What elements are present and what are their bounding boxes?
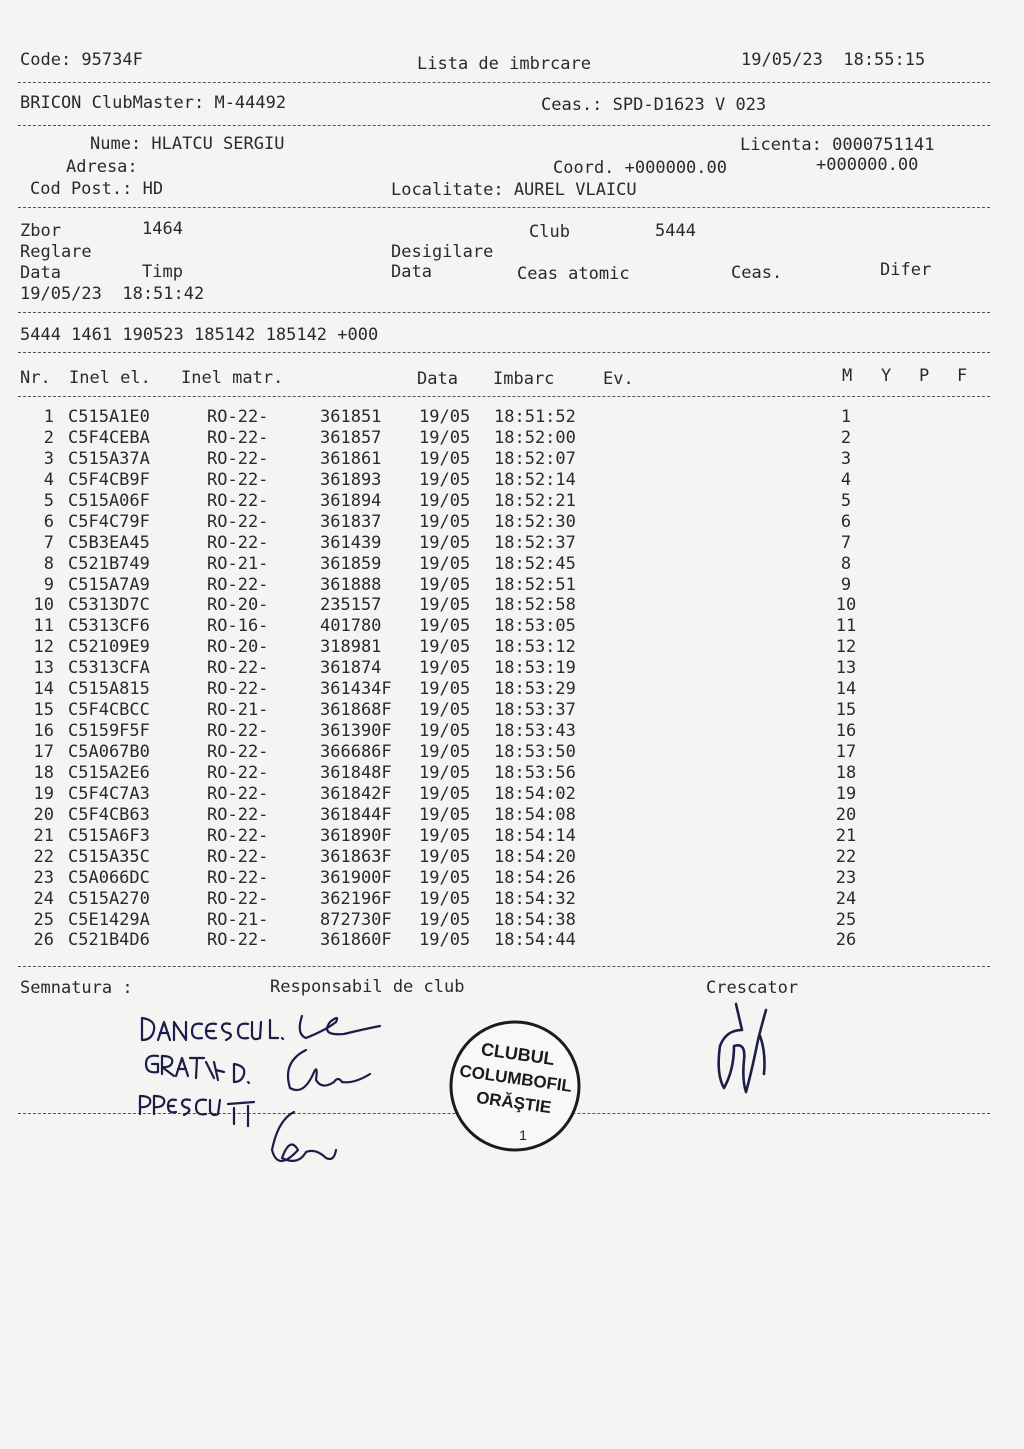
col-m: M [842,366,853,386]
divider [18,207,990,208]
basket-m: 18 [835,762,857,783]
table-row [0,428,1024,449]
basket-m: 11 [835,616,857,637]
basket-m: 25 [835,909,857,930]
electronic-ring: C5F4C79F [68,511,150,532]
embark-date: 19/05 [419,407,471,427]
embark-time: 18:51:52 [494,407,576,427]
embark-time: 18:53:37 [494,700,576,721]
ring-prefix: RO-22- [207,469,269,490]
table-row [0,868,1024,889]
basket-m: 6 [840,511,852,532]
registration-ring: 361863F [320,846,392,867]
col-embark: Imbarc [493,369,555,389]
basket-m: 22 [835,846,857,867]
table-row [0,784,1024,805]
atomic-clock-label: Ceas atomic [517,264,630,284]
stamp-line-1: CLUBUL [479,1039,556,1070]
ring-prefix: RO-22- [207,930,269,951]
document-title: Lista de imbrcare [417,54,591,74]
embark-date: 19/05 [419,616,471,637]
embark-time: 18:54:44 [494,930,576,951]
ring-prefix: RO-22- [207,888,269,909]
electronic-ring: C515A06F [68,490,150,511]
row-number: 9 [43,574,54,595]
table-row [0,595,1024,616]
ring-prefix: RO-22- [207,762,269,783]
row-number: 16 [33,721,54,742]
embark-date: 19/05 [419,930,471,951]
electronic-ring: C5F4CEBA [68,427,150,448]
coordinates-value: +000000.00 [816,155,919,175]
embark-date: 19/05 [419,721,471,742]
electronic-ring: C515A1E0 [68,407,150,427]
row-number: 18 [33,762,54,783]
table-row [0,826,1024,847]
registration-ring: 361837 [320,511,382,532]
ring-prefix: RO-22- [207,511,269,532]
ring-prefix: RO-21- [207,700,269,721]
registration-ring: 361434F [320,679,392,700]
col-registration-ring: Inel matr. [181,368,284,388]
owner-name: Nume: HLATCU SERGIU [90,134,285,154]
basket-m: 21 [835,825,857,846]
registration-ring: 361844F [320,804,392,825]
registration-ring: 361893 [320,469,382,490]
embark-date: 19/05 [419,658,471,679]
registration-ring: 361851 [320,407,382,427]
print-datetime: 19/05/23 18:55:15 [741,50,926,70]
registration-ring: 235157 [320,595,382,616]
electronic-ring: C515A2E6 [68,762,150,783]
registration-ring: 361842F [320,783,392,804]
table-row [0,512,1024,533]
table-row [0,470,1024,491]
breeder-signature [706,1000,786,1100]
table-row [0,930,1024,951]
ring-prefix: RO-22- [207,846,269,867]
row-number: 10 [33,595,54,616]
registration-ring: 401780 [320,616,382,637]
embark-date: 19/05 [419,637,471,658]
embark-time: 18:53:50 [494,742,576,762]
row-number: 24 [33,888,54,909]
breeder-label: Crescator [706,978,799,998]
embark-time: 18:53:19 [494,658,576,679]
ring-prefix: RO-20- [207,595,269,616]
flight-label: Zbor [20,221,61,241]
registration-ring: 361894 [320,490,382,511]
row-number: 25 [33,909,54,930]
embark-date: 19/05 [419,574,471,595]
electronic-ring: C521B4D6 [68,930,150,951]
basket-m: 10 [835,595,857,616]
basket-m: 4 [840,469,852,490]
registration-ring: 361874 [320,658,382,679]
electronic-ring: C5E1429A [68,909,150,930]
ring-prefix: RO-21- [207,909,269,930]
row-number: 2 [43,427,54,448]
flight-summary-line: 5444 1461 190523 185142 185142 +000 [20,325,379,345]
ring-prefix: RO-22- [207,742,269,762]
row-number: 19 [33,783,54,804]
setting-datetime: 19/05/23 18:51:42 [20,284,205,304]
embark-time: 18:53:56 [494,762,576,783]
table-row [0,637,1024,658]
table-row [0,575,1024,596]
ring-prefix: RO-16- [207,616,269,637]
embark-time: 18:54:38 [494,909,576,930]
row-number: 11 [33,616,54,637]
embark-time: 18:52:14 [494,469,576,490]
embark-date: 19/05 [419,804,471,825]
electronic-ring: C5159F5F [68,721,150,742]
embark-time: 18:52:21 [494,490,576,511]
embark-date: 19/05 [419,448,471,469]
ring-prefix: RO-22- [207,804,269,825]
table-row [0,658,1024,679]
embark-date: 19/05 [419,825,471,846]
clock-label: Ceas. [731,263,783,283]
locality: Localitate: AUREL VLAICU [391,180,637,200]
embark-time: 18:52:00 [494,427,576,448]
ring-prefix: RO-22- [207,783,269,804]
ring-prefix: RO-22- [207,679,269,700]
table-row [0,554,1024,575]
basket-m: 12 [835,637,857,658]
row-number: 6 [43,511,54,532]
table-row [0,407,1024,428]
embark-time: 18:54:32 [494,888,576,909]
row-number: 12 [33,637,54,658]
stamp-line-2: COLUMBOFIL [458,1061,574,1096]
registration-ring: 361439 [320,532,382,553]
basket-m: 20 [835,804,857,825]
address-label: Adresa: [66,157,138,177]
embark-time: 18:53:29 [494,679,576,700]
col-electronic-ring: Inel el. [69,368,151,388]
row-number: 26 [33,930,54,951]
ring-prefix: RO-22- [207,721,269,742]
embark-time: 18:52:30 [494,511,576,532]
registration-ring: 366686F [320,742,392,762]
embark-time: 18:52:37 [494,532,576,553]
club-responsible-label: Responsabil de club [270,977,465,997]
club-stamp [445,1016,585,1156]
electronic-ring: C5F4CBCC [68,700,150,721]
table-row [0,910,1024,931]
col-y: Y [881,366,892,386]
club-label: Club [529,222,570,242]
embark-time: 18:52:45 [494,553,576,574]
embark-time: 18:52:07 [494,448,576,469]
embark-date: 19/05 [419,846,471,867]
registration-ring: 361888 [320,574,382,595]
registration-ring: 361390F [320,721,392,742]
divider [18,82,990,83]
col-p: P [919,366,930,386]
table-row [0,721,1024,742]
registration-ring: 361890F [320,825,392,846]
embark-date: 19/05 [419,783,471,804]
coordinates-label: Coord. +000000.00 [553,158,727,178]
ring-prefix: RO-22- [207,867,269,888]
electronic-ring: C5A067B0 [68,742,150,762]
electronic-ring: C5313D7C [68,595,150,616]
embark-date: 19/05 [419,469,471,490]
row-number: 17 [33,742,54,762]
table-row [0,616,1024,637]
embark-date: 19/05 [419,490,471,511]
license-number: Licenta: 0000751141 [740,135,935,155]
registration-ring: 361900F [320,867,392,888]
ring-prefix: RO-22- [207,490,269,511]
embark-time: 18:53:05 [494,616,576,637]
stamp-number: 1 [519,1127,527,1143]
row-number: 23 [33,867,54,888]
basket-m: 3 [840,448,852,469]
basket-m: 16 [835,721,857,742]
divider [18,125,990,126]
registration-ring: 362196F [320,888,392,909]
setting-date-label: Data [20,263,61,283]
embark-date: 19/05 [419,679,471,700]
electronic-ring: C515A35C [68,846,150,867]
basket-m: 5 [840,490,852,511]
electronic-ring: C521B749 [68,553,150,574]
embark-date: 19/05 [419,427,471,448]
table-row [0,533,1024,554]
electronic-ring: C5A066DC [68,867,150,888]
row-number: 3 [43,448,54,469]
code-label: Code: 95734F [20,50,143,70]
registration-ring: 318981 [320,637,382,658]
embark-date: 19/05 [419,532,471,553]
table-row [0,449,1024,470]
ring-prefix: RO-21- [207,553,269,574]
embark-date: 19/05 [419,511,471,532]
difference-label: Difer [880,260,932,280]
postal-code: Cod Post.: HD [30,179,164,199]
registration-ring: 361857 [320,427,382,448]
embark-date: 19/05 [419,867,471,888]
ring-prefix: RO-22- [207,574,269,595]
setting-time-label: Timp [142,262,183,282]
registration-ring: 361861 [320,448,382,469]
embark-time: 18:54:08 [494,804,576,825]
electronic-ring: C5F4CB9F [68,469,150,490]
unsealing-label: Desigilare [391,242,494,262]
basket-m: 19 [835,783,857,804]
embark-time: 18:52:51 [494,574,576,595]
basket-m: 9 [840,574,852,595]
registration-ring: 872730F [320,909,392,930]
electronic-ring: C515A270 [68,888,150,909]
electronic-ring: C5F4C7A3 [68,783,150,804]
handwritten-signatures [130,1000,390,1180]
ring-prefix: RO-22- [207,448,269,469]
basket-m: 1 [840,407,852,427]
basket-m: 14 [835,679,857,700]
col-nr: Nr. [20,368,51,388]
embark-date: 19/05 [419,553,471,574]
ring-prefix: RO-22- [207,427,269,448]
basket-m: 15 [835,700,857,721]
embark-time: 18:53:43 [494,721,576,742]
embark-time: 18:53:12 [494,637,576,658]
electronic-ring: C5B3EA45 [68,532,150,553]
embark-date: 19/05 [419,700,471,721]
basket-m: 24 [835,888,857,909]
row-number: 8 [43,553,54,574]
embark-date: 19/05 [419,742,471,762]
basket-m: 13 [835,658,857,679]
col-f: F [957,366,968,386]
embark-time: 18:54:14 [494,825,576,846]
setting-label: Reglare [20,242,92,262]
clock-id: Ceas.: SPD-D1623 V 023 [541,95,767,115]
table-row [0,847,1024,868]
basket-m: 8 [840,553,852,574]
embark-date: 19/05 [419,909,471,930]
row-number: 15 [33,700,54,721]
table-row [0,763,1024,784]
ring-prefix: RO-20- [207,637,269,658]
pigeon-table [0,407,1024,951]
embark-time: 18:54:26 [494,867,576,888]
divider [18,312,990,313]
ring-prefix: RO-22- [207,825,269,846]
col-event: Ev. [603,369,634,389]
row-number: 5 [43,490,54,511]
ring-prefix: RO-22- [207,532,269,553]
flight-number: 1464 [142,219,183,239]
row-number: 4 [43,469,54,490]
col-date: Data [417,369,458,389]
basket-m: 23 [835,867,857,888]
row-number: 1 [43,407,54,427]
club-number: 5444 [655,221,696,241]
signature-label: Semnatura : [20,978,133,998]
embark-time: 18:52:58 [494,595,576,616]
registration-ring: 361859 [320,553,382,574]
basket-m: 2 [840,427,852,448]
table-row [0,742,1024,763]
row-number: 14 [33,679,54,700]
table-row [0,805,1024,826]
embark-time: 18:54:20 [494,846,576,867]
unsealing-date-label: Data [391,262,432,282]
stamp-line-3: ORĂŞTIE [475,1087,553,1118]
embark-date: 19/05 [419,888,471,909]
basket-m: 7 [840,532,852,553]
row-number: 7 [43,532,54,553]
table-row [0,679,1024,700]
table-row [0,491,1024,512]
clubmaster-id: BRICON ClubMaster: M-44492 [20,93,287,113]
registration-ring: 361860F [320,930,392,951]
electronic-ring: C515A815 [68,679,150,700]
row-number: 21 [33,825,54,846]
registration-ring: 361868F [320,700,392,721]
embark-date: 19/05 [419,595,471,616]
divider [18,966,990,967]
divider [18,352,990,353]
table-row [0,700,1024,721]
registration-ring: 361848F [320,762,392,783]
ring-prefix: RO-22- [207,407,269,427]
row-number: 22 [33,846,54,867]
electronic-ring: C5313CFA [68,658,150,679]
electronic-ring: C5313CF6 [68,616,150,637]
embark-time: 18:54:02 [494,783,576,804]
electronic-ring: C515A7A9 [68,574,150,595]
divider [18,396,990,397]
table-row [0,889,1024,910]
embark-date: 19/05 [419,762,471,783]
electronic-ring: C515A6F3 [68,825,150,846]
ring-prefix: RO-22- [207,658,269,679]
row-number: 20 [33,804,54,825]
electronic-ring: C5F4CB63 [68,804,150,825]
basket-m: 17 [835,742,857,762]
electronic-ring: C515A37A [68,448,150,469]
row-number: 13 [33,658,54,679]
electronic-ring: C52109E9 [68,637,150,658]
basket-m: 26 [835,930,857,951]
